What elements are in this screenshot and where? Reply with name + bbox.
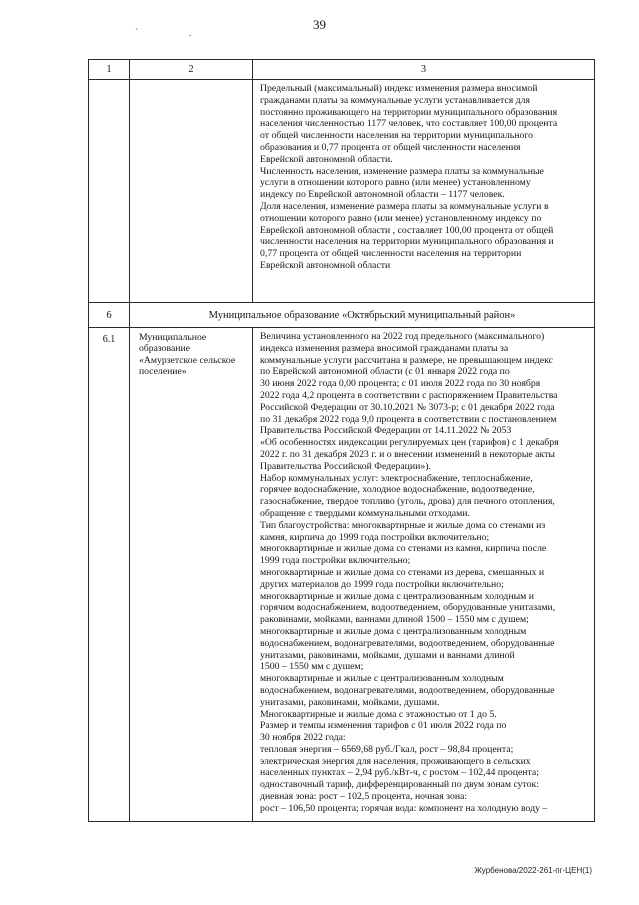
document-footer-id: Журбенова/2022-261-пг-ЦЕН(1)	[474, 866, 592, 875]
paragraph: Размер и темпы изменения тарифов с 01 июля 2022 года по 30 ноября 2022 года:	[260, 720, 507, 744]
scan-marks: ` .	[135, 28, 216, 39]
paragraph: Многоквартирные и жилые дома с этажностью от 1 до 5.	[260, 708, 497, 720]
row-description-cell	[253, 328, 595, 822]
municipality-name: Муниципальное образование «Амурзетское сельское поселение»	[130, 328, 253, 822]
row-number: 6.1	[89, 328, 130, 822]
header-cell-1: 1	[89, 60, 130, 80]
section-number: 6	[89, 303, 130, 328]
paragraph: многоквартирные и жилые с централизованным холодным водоснабжением, водонагревателями, водоотведением, оборудованные унитазами, раковинами, мойками, душами.	[260, 673, 555, 708]
paragraph: многоквартирные и жилые дома с централизованным холодным водоснабжением, водонагревателями, водоотведением, оборудованные унитазами, раковинами, мойками, душами и ваннами длиной 1500 – 1550 мм с душем;	[260, 625, 555, 673]
row-name-cell	[130, 80, 253, 303]
header-cell-2: 2	[130, 60, 253, 80]
paragraph: многоквартирные и жилые дома со стенами из дерева, смешанных и других материалов до 1999 года постройки включительно;	[260, 566, 545, 590]
table-header-row	[89, 60, 595, 80]
paragraph: Величина установленного на 2022 год предельного (максимального) индекса изменения размера вносимой гражданами платы за коммунальные услуги рассчитана в размере, не превышающем индекс по Еврейской автономной области (с 01 января 2022 года по 30 июня 2022 года 0,00 процентa; с 01 июля 2022 года по 30 ноября 2022 года 4,2 процента в соответствии с распоряжением Правительства Российской Федерации от 30.10.2021 № 3073-р; с 01 декабря 2022 года по 31 декабря 2022 года 9,0 процента в соответствии с постановлением Правительства Российской Федерации от 14.11.2022 № 2053 «Об особенностях индексации регулируемых цен (тарифов) с 1 декабря 2022 г. по 31 декабря 2023 г. и о внесении изменений в некоторые акты Правительства Российской Федерации»).	[260, 331, 559, 472]
table-row-continued	[89, 80, 595, 303]
table-row-6-1	[89, 328, 595, 822]
paragraph: тепловая энергия – 6569,68 руб./Гкал, рост – 98,84 процента; электрическая энергия для населения, проживающего в сельских населенных пунктах – 2,94 руб./кВт-ч, с ростом – 102,44 процента; одноставочный тариф, дифференцированный по двум зонам суток: дневная зона: рост – 102,5 процента, ночная зона: рост – 106,50 процента; горячая вода: компонент на холодную воду –	[260, 743, 548, 814]
paragraph: Тип благоустройства: многоквартирные и жилые дома со стенами из камня, кирпича до 1999 года постройки включительно;	[260, 519, 546, 543]
row-number-cell	[89, 80, 130, 303]
section-row	[89, 303, 595, 328]
paragraph: Доля населения, изменение размера платы за коммунальные услуги в отношении которого равно (или менее) установленному индексу по Еврейской автономной области , составляет 100,00 процента от общей численности населения на территории муниципального образования и 0,77 процента от общей численности населения на территории Еврейской автономной области	[260, 200, 554, 271]
row-6-1-description-text	[260, 331, 588, 815]
paragraph: Предельный (максимальный) индекс изменения размера вносимой гражданами платы за коммунальные услуги устанавливается для постоянно проживающего на территории муниципального образования населения численностью 1177 человек, что составляет 100,00 процента от общей численности населения на территории муниципального образования и 0,77 процента от общей численности населения Еврейской автономной области.	[260, 83, 558, 165]
continued-description-text	[260, 83, 588, 272]
paragraph: Численность населения, изменение размера платы за коммунальные услуги в отношении которого равно (или менее) установленному индексу по Еврейской автономной области – 1177 человек.	[260, 165, 544, 201]
row-description-cell	[253, 80, 595, 303]
paragraph: многоквартирные и жилые дома со стенами из камня, кирпича после 1999 года постройки включительно;	[260, 543, 547, 567]
section-title: Муниципальное образование «Октябрьский муниципальный район»	[130, 303, 595, 328]
paragraph: Набор коммунальных услуг: электроснабжение, теплоснабжение, горячее водоснабжение, холодное водоснабжение, водоотведение, газоснабжение, твердое топливо (уголь, дрова) для печного отопления, обращение с твердыми коммунальными отходами.	[260, 472, 555, 519]
page-number: 39	[313, 17, 326, 32]
paragraph: многоквартирные и жилые дома с централизованным холодным и горячим водоснабжением, водоотведением, оборудованные унитазами, раковинами, мойками, ваннами длиной 1500 – 1550 мм с душем;	[260, 590, 556, 626]
header-cell-3: 3	[253, 60, 595, 80]
tariff-table	[88, 59, 595, 822]
